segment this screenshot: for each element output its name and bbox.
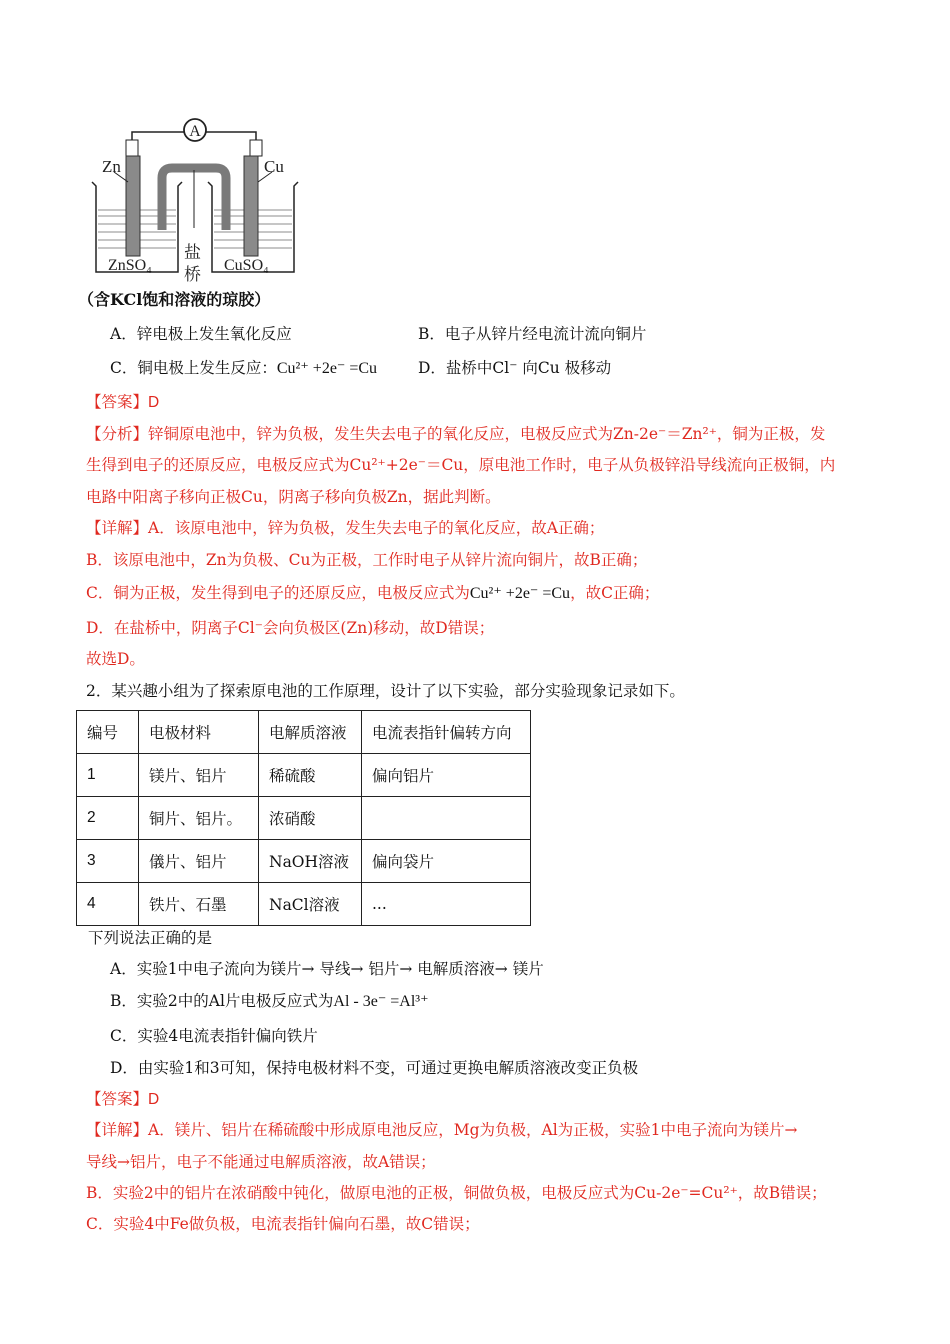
q2-detail-tag: 【详解】 xyxy=(86,1121,149,1139)
q2-detail-b: B．实验2中的铝片在浓硝酸中钝化，做原电池的正极，铜做负极，电极反应式为Cu-2e⁻=Cu²⁺，故B错误； xyxy=(86,1184,827,1202)
q1-detail-d: D．在盐桥中，阴离子Cl⁻会向负极区(Zn)移动，故D错误； xyxy=(86,619,495,637)
q1-analysis-tag: 【分析】 xyxy=(86,425,149,443)
q1-detail-tag: 【详解】 xyxy=(86,519,149,537)
q2-detail-a-line-2: 导线→铝片，电子不能通过电解质溶液，故A错误； xyxy=(86,1153,436,1171)
q1-option-c-equation: Cu²⁺ +2e⁻ =Cu xyxy=(276,360,378,377)
q1-detail-c-text: C．铜为正极，发生得到电子的还原反应，电极反应式为 xyxy=(86,584,470,602)
table-cell: 2 xyxy=(77,797,139,840)
q2-option-b-text: B．实验2中的Al片电极反应式为 xyxy=(110,992,334,1010)
table-row xyxy=(77,754,531,797)
table-cell: 铁片、石墨 xyxy=(139,883,259,926)
q2-prompt: 下列说法正确的是 xyxy=(88,929,213,947)
znso4-label: ZnSO₄ xyxy=(108,257,152,274)
q1-answer-tag: 【答案】 xyxy=(86,393,149,411)
q2-answer xyxy=(86,1088,159,1111)
table-cell: 偏向袋片 xyxy=(362,840,531,883)
cuso4-label: CuSO₄ xyxy=(224,257,269,274)
salt-bridge-label-2: 桥 xyxy=(184,265,201,285)
table-header-cell: 电极材料 xyxy=(139,711,259,754)
table-header-cell: 电解质溶液 xyxy=(259,711,362,754)
q2-detail-c: C．实验4中Fe做负极，电流表指针偏向石墨，故C错误； xyxy=(86,1215,480,1233)
table-cell: 儀片、铝片 xyxy=(139,840,259,883)
q2-stem: 2．某兴趣小组为了探索原电池的工作原理，设计了以下实验，部分实验现象记录如下。 xyxy=(86,682,685,700)
q1-conclusion: 故选D。 xyxy=(86,650,145,668)
table-cell: 4 xyxy=(77,883,139,926)
q2-answer-value: D xyxy=(148,1091,160,1108)
q1-detail-c xyxy=(86,582,659,605)
cu-label: Cu xyxy=(264,157,284,176)
table-header-cell: 编号 xyxy=(77,711,139,754)
table-cell: NaCl溶液 xyxy=(259,883,362,926)
table-row xyxy=(77,797,531,840)
q1-option-c-text: C．铜电极上发生反应： xyxy=(110,359,277,377)
q1-option-a: A．锌电极上发生氧化反应 xyxy=(110,325,292,343)
q1-option-d: D．盐桥中Cl⁻ 向Cu 极移动 xyxy=(418,359,612,377)
q1-analysis-line-1 xyxy=(86,423,825,445)
q2-option-b xyxy=(110,990,429,1013)
q2-answer-tag: 【答案】 xyxy=(86,1090,149,1108)
table-cell: 偏向铝片 xyxy=(362,754,531,797)
diagram-caption: （含KCl饱和溶液的琼胶） xyxy=(78,290,271,309)
table-cell: NaOH溶液 xyxy=(259,840,362,883)
copper-electrode xyxy=(244,156,258,256)
q1-option-c xyxy=(110,357,377,380)
q1-detail-c-equation: Cu²⁺ +2e⁻ =Cu xyxy=(469,585,571,602)
q1-detail-b: B．该原电池中，Zn为负极、Cu为正极，工作时电子从锌片流向铜片，故B正确； xyxy=(86,551,648,569)
q1-detail-a xyxy=(86,517,604,539)
q1-option-b: B．电子从锌片经电流计流向铜片 xyxy=(418,325,647,343)
zn-label: Zn xyxy=(102,157,121,176)
table-header-row xyxy=(77,711,531,754)
q1-detail-c-end: ，故C正确； xyxy=(570,584,660,602)
table-row xyxy=(77,883,531,926)
table-row xyxy=(77,840,531,883)
q2-detail-a-line-1 xyxy=(86,1119,798,1141)
q1-analysis-line-3: 电路中阳离子移向正极Cu，阴离子移向负极Zn，据此判断。 xyxy=(86,488,501,506)
zinc-electrode xyxy=(126,156,140,256)
q2-option-d: D．由实验1和3可知，保持电极材料不变，可通过更换电解质溶液改变正负极 xyxy=(110,1059,639,1077)
table-cell: 1 xyxy=(77,754,139,797)
q2-option-b-equation: Al - 3e⁻ =Al³⁺ xyxy=(333,993,429,1010)
q1-answer xyxy=(86,391,159,414)
q2-detail-a-text-1: A．镁片、铝片在稀硫酸中形成原电池反应，Mg为负极，Al为正极，实验1中电子流向为镁片→ xyxy=(148,1121,798,1139)
q1-analysis-text-1: 锌铜原电池中，锌为负极，发生失去电子的氧化反应，电极反应式为Zn-2e⁻＝Zn²⁺，铜为正极，发 xyxy=(148,425,826,443)
table-cell xyxy=(362,797,531,840)
galvanic-cell-diagram xyxy=(86,112,326,292)
q2-option-c: C．实验4电流表指针偏向铁片 xyxy=(110,1027,318,1045)
table-header-cell: 电流表指针偏转方向 xyxy=(362,711,531,754)
table-cell: ... xyxy=(362,883,531,926)
q1-answer-value: D xyxy=(148,394,160,411)
table-cell: 铜片、铝片。 xyxy=(139,797,259,840)
table-cell: 3 xyxy=(77,840,139,883)
table-cell: 稀硫酸 xyxy=(259,754,362,797)
table-cell: 镁片、铝片 xyxy=(139,754,259,797)
ammeter-label: A xyxy=(189,123,201,140)
salt-bridge-label-1: 盐 xyxy=(184,243,201,263)
table-cell: 浓硝酸 xyxy=(259,797,362,840)
experiment-table xyxy=(76,710,531,926)
q1-analysis-line-2: 生得到电子的还原反应，电极反应式为Cu²⁺+2e⁻＝Cu，原电池工作时，电子从负极锌沿导线流向正极铜，内 xyxy=(86,456,836,474)
q1-detail-a-text: A．该原电池中，锌为负极，发生失去电子的氧化反应，故A正确； xyxy=(148,519,605,537)
q2-option-a: A．实验1中电子流向为镁片→ 导线→ 铝片→ 电解质溶液→ 镁片 xyxy=(110,960,544,978)
